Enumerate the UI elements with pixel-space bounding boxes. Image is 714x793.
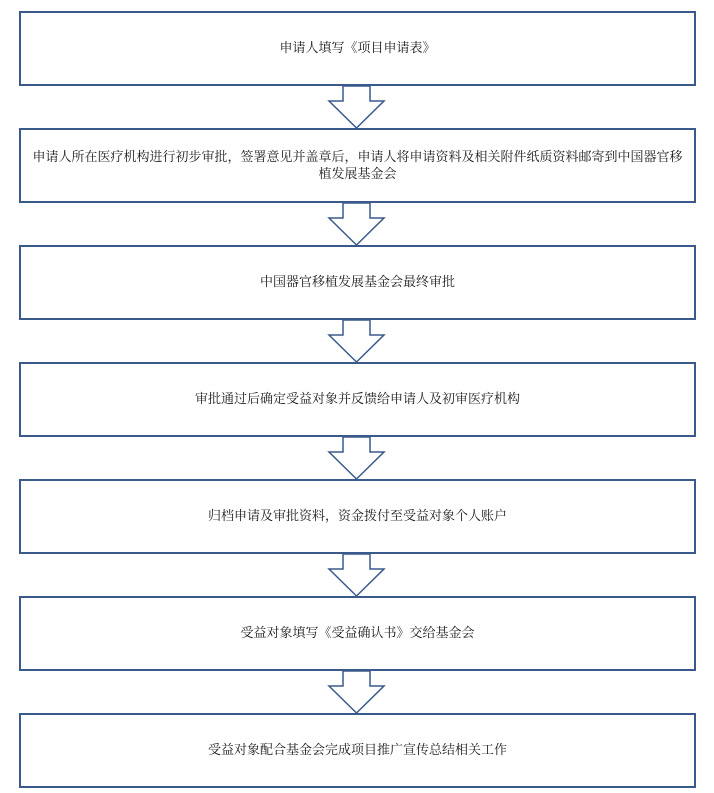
down-arrow-icon [329, 437, 384, 479]
step-2-text: 申请人所在医疗机构进行初步审批，签署意见并盖章后，申请人将申请资料及相关附件纸质资料邮寄到中国器官移植发展基金会 [32, 149, 683, 182]
step-7-promotion-summary [19, 713, 696, 788]
step-3-text: 中国器官移植发展基金会最终审批 [259, 275, 455, 290]
down-arrow-icon [329, 86, 384, 128]
step-7-text: 受益对象配合基金会完成项目推广宣传总结相关工作 [207, 743, 507, 758]
down-arrow-icon [329, 554, 384, 596]
down-arrow-icon [329, 203, 384, 245]
step-5-text: 归档申请及审批资料，资金拨付至受益对象个人账户 [207, 509, 507, 524]
step-1-fill-application-form [19, 11, 696, 86]
down-arrow-icon [329, 671, 384, 713]
step-2-preliminary-review [19, 128, 696, 203]
step-3-final-approval [19, 245, 696, 320]
step-4-confirm-beneficiary [19, 362, 696, 437]
step-1-text: 申请人填写《项目申请表》 [279, 41, 436, 56]
step-5-archive-and-fund [19, 479, 696, 554]
down-arrow-icon [329, 320, 384, 362]
step-4-text: 审批通过后确定受益对象并反馈给申请人及初审医疗机构 [194, 392, 520, 407]
step-6-confirmation-letter [19, 596, 696, 671]
step-6-text: 受益对象填写《受益确认书》交给基金会 [240, 626, 475, 641]
